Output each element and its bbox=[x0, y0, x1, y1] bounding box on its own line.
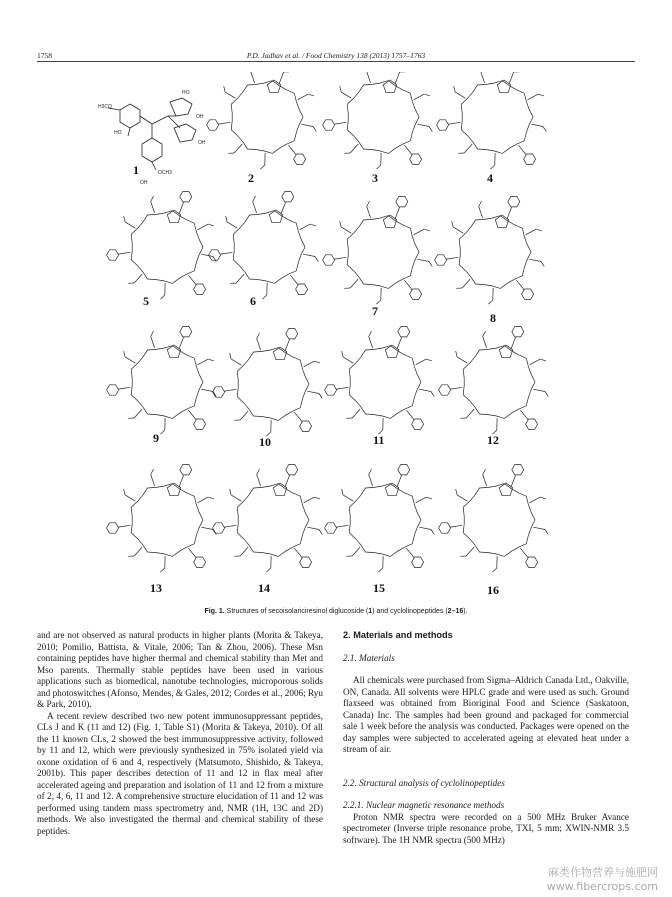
atom-label: OH bbox=[196, 114, 204, 120]
subsection-title: 2.1. Materials bbox=[343, 652, 395, 663]
peptide-macrocycle bbox=[213, 329, 323, 437]
compound-label-13: 13 bbox=[150, 581, 162, 595]
subsection-title: 2.2. Structural analysis of cyclolinopeptides bbox=[343, 777, 505, 788]
figure-caption bbox=[0, 608, 672, 615]
compound-label-12: 12 bbox=[487, 433, 499, 447]
peptide-macrocycle bbox=[437, 72, 547, 169]
compound-label-14: 14 bbox=[258, 581, 270, 595]
paragraph: All chemicals were purchased from Sigma–Aldrich Canada Ltd., Oakville, ON, Canada. All solvents were HPLC grade and were used as such. Ground flaxseed was obtained from Bioriginal Food and Science (Saskatoon, Canada) Inc. The samples had been ground and packaged for commercial sale 1 week before the analysis was conducted. Packages were opened on the day samples were subjected to accelerated ageing at elevated heat under a stream of air. bbox=[343, 675, 629, 754]
peptide-macrocycle bbox=[209, 192, 319, 300]
atom-label: OCH3 bbox=[158, 170, 172, 176]
caption-bold-1: 1 bbox=[368, 608, 373, 615]
paragraph: Proton NMR spectra were recorded on a 500 MHz Bruker Avance spectrometer (Inverse triple resonance probe, TXI, 5 mm; XWIN-NMR 3.5 software). The 1H NMR spectra (500 MHz) bbox=[343, 811, 629, 845]
peptide-macrocycle bbox=[107, 465, 217, 573]
paragraph: and are not observed as natural products in higher plants (Morita & Takeya, 2010; Pomilio, Battista, & Vitale, 2006; Tan & Zhou, 2006). These Msn containing peptides have higher thermal and chemical stability than Met and Mso parents. Thermally stable peptides have been used in various applications such as biomedical, nanotube technologies, microporous solids and photoswitches (Afonso, Mendes, & Gales, 2012; Cordes et al., 2006; Ryu & Park, 2010). bbox=[37, 630, 323, 709]
compound-label-5: 5 bbox=[143, 294, 149, 308]
header-rule bbox=[37, 61, 635, 62]
right-column bbox=[343, 630, 629, 846]
figure-structures bbox=[0, 72, 672, 597]
peptide-macrocycle bbox=[325, 327, 435, 435]
compound-label-7: 7 bbox=[372, 304, 378, 318]
left-column bbox=[37, 630, 323, 837]
macrocycle-group bbox=[107, 72, 549, 572]
peptide-macrocycle bbox=[207, 72, 317, 169]
peptide-macrocycle bbox=[325, 465, 435, 573]
caption-prefix: Fig. 1. bbox=[204, 608, 225, 615]
compound-label-4: 4 bbox=[487, 171, 493, 185]
atom-label: HO bbox=[114, 130, 122, 136]
peptide-macrocycle bbox=[107, 327, 217, 435]
page-number: 1758 bbox=[37, 51, 52, 60]
caption-text-b: ) and cyclolinopeptides ( bbox=[372, 608, 448, 615]
compound-label-11: 11 bbox=[373, 433, 385, 447]
compound-label-8: 8 bbox=[490, 311, 496, 325]
running-head: P.D. Jadhav et al. / Food Chemistry 138 (2013) 1757–1763 bbox=[246, 51, 426, 60]
section-title: 2. Materials and methods bbox=[343, 630, 453, 640]
watermark bbox=[547, 866, 658, 894]
compound-label-15: 15 bbox=[373, 581, 385, 595]
compound-label-3: 3 bbox=[372, 171, 378, 185]
peptide-macrocycle bbox=[439, 465, 549, 573]
compound-label-2: 2 bbox=[248, 171, 254, 185]
compound-label-16: 16 bbox=[487, 583, 499, 597]
caption-text-c: ). bbox=[463, 608, 468, 615]
watermark-line-1: 麻类作物营养与施肥网 bbox=[548, 866, 658, 879]
subsubsection-title: 2.2.1. Nuclear magnetic resonance methods bbox=[343, 800, 505, 810]
atom-label: OH bbox=[198, 140, 206, 146]
peptide-macrocycle bbox=[439, 327, 549, 435]
peptide-macrocycle bbox=[323, 197, 433, 305]
caption-text-a: Structures of secoisolariciresinol diglucoside ( bbox=[224, 608, 369, 615]
watermark-line-2: www.fibercrops.com bbox=[546, 880, 658, 893]
peptide-macrocycle bbox=[435, 197, 545, 305]
caption-bold-2: 2–16 bbox=[447, 608, 464, 615]
peptide-macrocycle bbox=[213, 465, 323, 573]
compound-label-6: 6 bbox=[250, 294, 256, 308]
peptide-macrocycle bbox=[323, 72, 433, 169]
atom-label: H3CO bbox=[98, 104, 112, 110]
compound-label-9: 9 bbox=[153, 431, 159, 445]
peptide-macrocycle bbox=[107, 192, 217, 300]
compound-label-10: 10 bbox=[259, 435, 271, 449]
atom-label: HO bbox=[182, 90, 190, 96]
compound-label-1: 1 bbox=[133, 163, 139, 177]
atom-label: OH bbox=[140, 180, 148, 186]
paragraph: A recent review described two new potent immunosuppressant peptides, CLs J and K (11 and 12) (Fig. 1, Table S1) (Morita & Takeya, 2010). Of all the 11 known CLs, 2 showed the best immunosuppressive activity, followed by 11 and 12, which were previously synthesized in 75% isolated yield via oxone oxidation of 6 and 4, respectively (Matsumoto, Shishido, & Takeya, 2001b). This paper describes detection of 11 and 12 in flax meal after accelerated ageing and preparation and isolation of 11 and 12 from a mixture of 2, 4, 6, 11 and 12. A comprehensive structure elucidation of 11 and 12 was performed using tandem mass spectrometry and, NMR (1H, 13C and 2D) methods. We also investigated the thermal and chemical stability of these peptides. bbox=[37, 710, 323, 836]
